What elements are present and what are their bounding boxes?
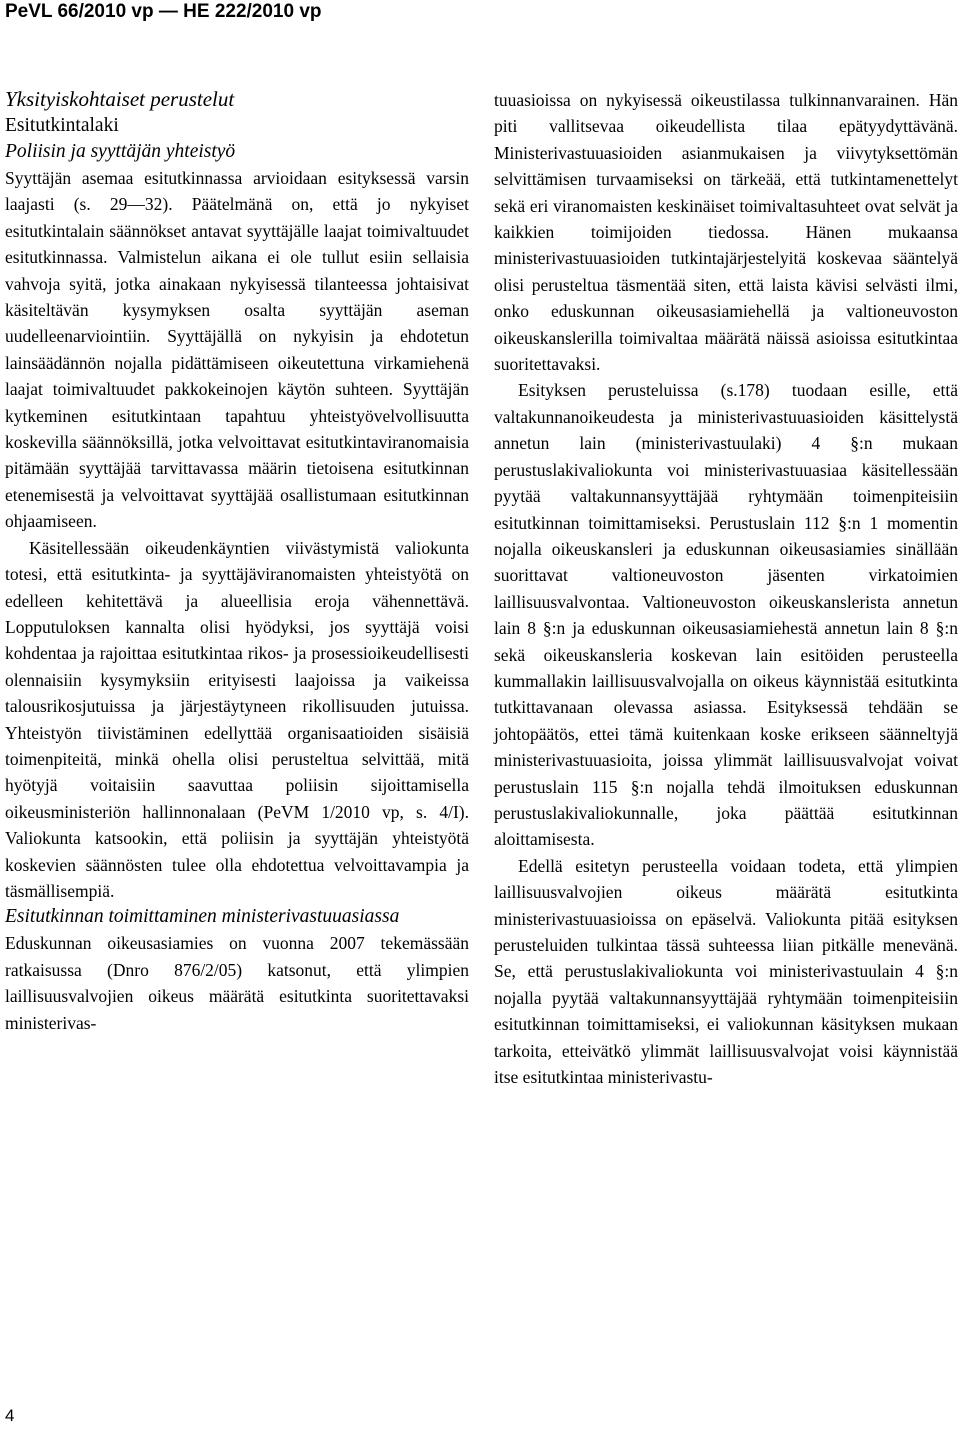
paragraph: Edellä esitetyn perusteella voidaan todeta, että ylimpien laillisuusvalvojien oikeus määrätä esitutkinta ministerivastuuasioissa on epäselvä. Valiokunta pitää esityksen perusteluiden tulkintaa tässä suhteessa liian pitkälle menevänä. Se, että perustuslakivaliokunta voi ministerivastuulain 4 §:n nojalla pyytää valtakunnansyyttäjää ryhtymään toimenpiteisiin esitutkinnan toimittamiseksi, ei valiokunnan käsityksen mukaan tarkoita, etteivätkö ylimmät laillisuusvalvojat voisi käynnistää itse esitutkintaa ministerivastu- — [494, 855, 958, 1088]
heading-police-prosecutor-cooperation: Poliisin ja syyttäjän yhteistyö — [5, 141, 236, 162]
paragraph: Käsitellessään oikeudenkäyntien viivästymistä valiokunta totesi, että esitutkinta- ja syyttäjäviranomaisten yhteistyötä on edelleen kehitettävä ja alueellisia eroja vähennettävä. Lopputuloksen kannalta olisi hyödyksi, jos syyttäjä voisi kohdentaa ja rajoittaa esitutkintaa rikos- ja prosessioikeudellisesti olennaisiin kysymyksiin erityisesti laajoissa ja vaikeissa talousrikosjutuissa ja järjestäytyneen rikollisuuden jutuissa. Yhteistyön tiivistäminen edellyttää organisaatioiden sisäisiä toimenpiteitä, minkä ohella olisi perusteltua selvittää, mitä hyötyjä voitaisiin saavuttaa poliisin sijoittamisella oikeusministeriön hallinnonalaan (PeVM 1/2010 vp, s. 4/I). Valiokunta katsookin, että poliisin ja syyttäjän yhteistyötä koskevien säännösten tulee olla ehdotettua velvoittavampia ja täsmällisempiä. — [5, 537, 469, 901]
paragraph: Esityksen perusteluissa (s.178) tuodaan esille, että valtakunnanoikeudesta ja ministerivastuuasioiden käsittelystä annetun lain (ministerivastuulaki) 4 §:n mukaan perustuslakivaliokunta voi ministerivastuuasiaa käsitellessään pyytää valtakunnansyyttäjää ryhtymään toimenpiteisiin esitutkinnan toimittamiseksi. Perustuslain 112 §:n 1 momentin nojalla oikeuskansleri ja eduskunnan oikeusasiamies sinällään suorittavat valtioneuvoston jäsenten virkatoimien laillisuusvalvontaa. Valtioneuvoston oikeuskanslerista annetun lain 8 §:n ja eduskunnan oikeusasiamiehestä annetun lain 8 §:n sekä oikeuskansleria koskevan lain esitöiden perusteella kummallakin laillisuusvalvojalla on oikeus käynnistää esitutkinta tutkittavanaan olevassa asiassa. Esityksessä tehdään se johtopäätös, ettei tämä kuitenkaan koske erikseen säänneltyjä ministerivastuuasioita, joissa ylimmät laillisuusvalvojat voivat perustuslain 115 §:n nojalla tehdä ilmoituksen eduskunnan perustuslakivaliokunnalle, joka päättää esitutkinnan aloittamisesta. — [494, 380, 958, 850]
right-column — [494, 87, 958, 1090]
left-column — [5, 85, 469, 1036]
paragraph: tuuasioissa on nykyisessä oikeustilassa tulkinnanvarainen. Hän piti vallitsevaa oikeudellista tilaa epätyydyttävänä. Ministerivastuuasioiden asianmukaisen ja viivytyksettömän selvittämisen turvaamiseksi on tärkeää, että tutkintamenettelyt sekä eri viranomaisten keskinäiset toimivaltasuhteet ovat selvät ja kaikkien toimijoiden tiedossa. Hänen mukaansa ministerivastuuasioiden tutkintajärjestelyitä koskevaa sääntelyä olisi perusteltua täsmentää siten, että laista kävisi selvästi ilmi, onko eduskunnan oikeusasiamiehellä ja valtioneuvoston oikeuskanslerilla toimivaltaa määrätä näissä asioissa esitutkintaa suoritettavaksi. — [494, 90, 958, 375]
heading-ministerial-responsibility-investigation: Esitutkinnan toimittaminen ministerivastuuasiassa — [5, 906, 400, 928]
running-header: PeVL 66/2010 vp — HE 222/2010 vp — [5, 1, 322, 22]
paragraph: Eduskunnan oikeusasiamies on vuonna 2007 tekemässään ratkaisussa (Dnro 876/2/05) katsonut, että ylimpien laillisuusvalvojien oikeus määrätä esitutkinta suoritettavaksi ministerivas- — [5, 933, 469, 1033]
heading-detailed-justifications: Yksityiskohtaiset perustelut — [5, 87, 235, 111]
page-number: 4 — [5, 1406, 15, 1425]
paragraph: Syyttäjän asemaa esitutkinnassa arvioidaan esityksessä varsin laajasti (s. 29—32). Päätelmänä on, että jo nykyiset esitutkintalain säännökset antavat syyttäjälle laajat toimivaltuudet esitutkinnassa. Valmistelun aikana ei ole tullut esiin sellaisia vahvoja syitä, jotka ainakaan nykyisessä tilanteessa johtaisivat käsiteltävän kysymyksen osalta syyttäjän aseman uudelleenarviointiin. Syyttäjällä on nykyisin ja ehdotetun lainsäädännön nojalla pidättämiseen oikeutettuna virkamiehenä laajat toimivaltuudet pakkokeinojen käytön suhteen. Syyttäjän kytkeminen esitutkintaan tapahtuu yhteistyövelvollisuutta koskevilla säännöksillä, jotka velvoittavat esitutkintaviranomaisia pitämään syyttäjää tarvittavassa määrin tietoisena esitutkinnan etenemisestä ja velvoittavat syyttäjää osallistumaan esitutkinnan ohjaamiseen. — [5, 168, 469, 532]
heading-pretrial-investigation-act: Esitutkintalaki — [5, 115, 119, 136]
